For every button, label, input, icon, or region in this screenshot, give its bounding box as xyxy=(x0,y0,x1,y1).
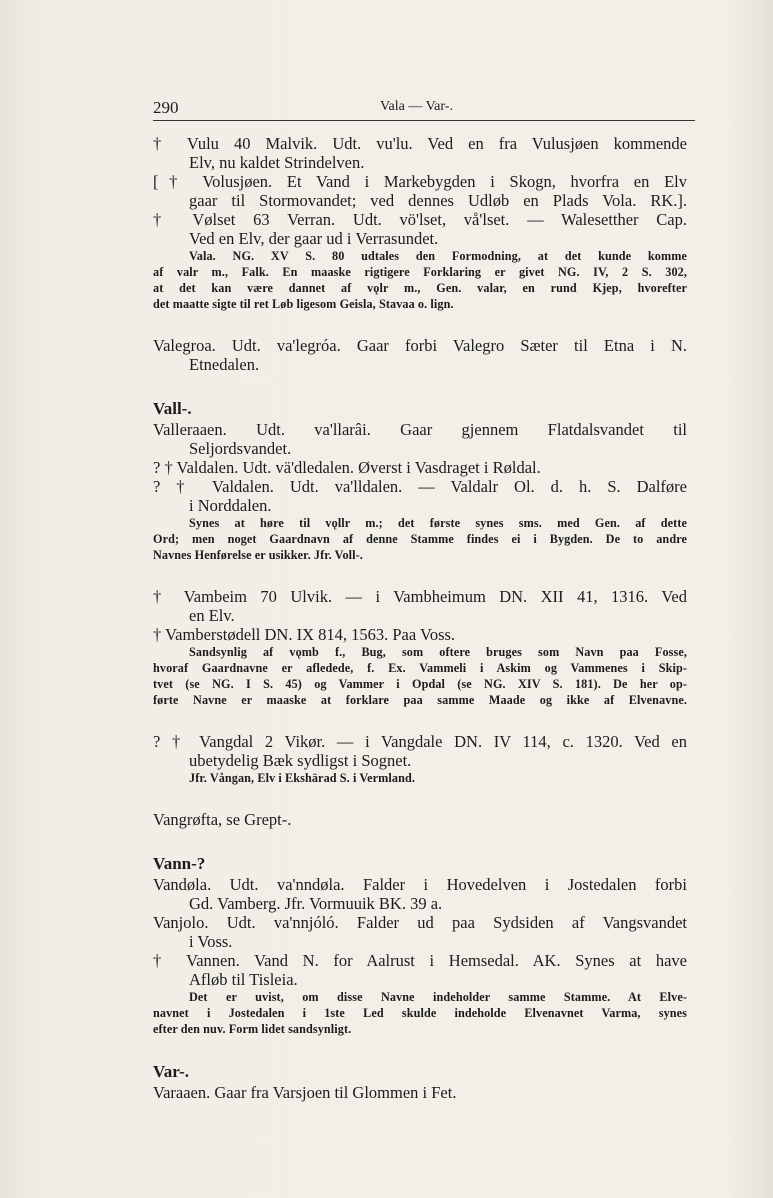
spacer xyxy=(153,374,687,398)
note-line: navnet i Jostedalen i 1ste Led skulde indeholde Elvenavnet Varma, synes xyxy=(153,1006,687,1020)
spacer xyxy=(153,829,687,853)
entry-line: † Vulu 40 Malvik. Udt. vu'lu. Ved en fra Vulusjøen kommende xyxy=(153,134,687,153)
entry-line: ? † Vangdal 2 Vikør. — i Vangdale DN. IV 114, c. 1320. Ved en xyxy=(153,732,687,751)
entry-line: Afløb til Tisleia. xyxy=(189,970,298,989)
entry-line: [† Volusjøen. Et Vand i Markebygden i Skogn, hvorfra en Elv xyxy=(153,172,687,191)
note-line: Jfr. Vångan, Elv i Ekshärad S. i Vermland. xyxy=(189,771,416,785)
section-heading: Vall-. xyxy=(153,399,192,418)
section-heading: Var-. xyxy=(153,1062,190,1081)
entry-line: Etnedalen. xyxy=(189,355,260,374)
note-line: at det kan være dannet af vǫlr m., Gen. valar, en rund Kjep, hvorefter xyxy=(153,281,687,295)
entry-line: i Voss. xyxy=(189,932,233,951)
entry-line: † Vannen. Vand N. for Aalrust i Hemsedal. AK. Synes at have xyxy=(153,951,687,970)
entry-line: † Vølset 63 Verran. Udt. vö'lset, vå'lset. — Walesetther Cap. xyxy=(153,210,687,229)
entry-line: Vandøla. Udt. va'nndøla. Falder i Hovedelven i Jostedalen forbi xyxy=(153,875,687,894)
entry-line: † Vamberstødell DN. IX 814, 1563. Paa Voss. xyxy=(153,625,456,644)
entry-line: Ved en Elv, der gaar ud i Verrasundet. xyxy=(189,229,439,248)
entry-line: ubetydelig Bæk sydligst i Sognet. xyxy=(189,751,412,770)
entry-line: Elv, nu kaldet Strindelven. xyxy=(189,153,365,172)
section-heading: Vann-? xyxy=(153,854,206,873)
note-line: Det er uvist, om disse Navne indeholder samme Stamme. At Elve- xyxy=(189,990,687,1004)
entry-line: ? † Valdalen. Udt. va'lldalen. — Valdalr Ol. d. h. S. Dalføre xyxy=(153,477,687,496)
note-line: hvoraf Gaardnavne er afledede, f. Ex. Vammeli i Askim og Vammenes i Skip- xyxy=(153,661,687,675)
entry-line: i Norddalen. xyxy=(189,496,272,515)
entry-line: ? † Valdalen. Udt. vä'dledalen. Øverst i Vasdraget i Røldal. xyxy=(153,458,541,477)
entry-line: † Vambeim 70 Ulvik. — i Vambheimum DN. XII 41, 1316. Ved xyxy=(153,587,687,606)
entry-line: Varaaen. Gaar fra Varsjoen til Glommen i Fet. xyxy=(153,1083,457,1102)
entry-line: en Elv. xyxy=(189,606,235,625)
page-number: 290 xyxy=(153,98,179,117)
spacer xyxy=(153,786,687,810)
note-line: efter den nuv. Form lidet sandsynligt. xyxy=(153,1022,352,1036)
note-line: tvet (se NG. I S. 45) og Vammer i Opdal (se NG. XIV S. 181). De her op- xyxy=(153,677,687,691)
spacer xyxy=(153,1037,687,1061)
entry-line: Gd. Vamberg. Jfr. Vormuuik BK. 39 a. xyxy=(189,894,443,913)
entry-line: Valegroa. Udt. va'legróa. Gaar forbi Valegro Sæter til Etna i N. xyxy=(153,336,687,355)
note-line: Synes at høre til vǫllr m.; det første synes sms. med Gen. af dette xyxy=(189,516,687,530)
running-title: Vala — Var-. xyxy=(380,99,453,114)
note-line: Vala. NG. XV S. 80 udtales den Formodning, at det kunde komme xyxy=(189,249,687,263)
note-line: af valr m., Falk. En maaske rigtigere Forklaring er givet NG. IV, 2 S. 302, xyxy=(153,265,687,279)
note-line: førte Navne er maaske at forklare paa samme Maade og ikke af Elvenavne. xyxy=(153,693,687,707)
spacer xyxy=(153,563,687,587)
entry-line: Valleraaen. Udt. va'llarâi. Gaar gjennem Flatdalsvandet til xyxy=(153,420,687,439)
dictionary-entries xyxy=(153,134,687,1102)
note-line: Navnes Henførelse er usikker. Jfr. Voll-. xyxy=(153,548,363,562)
entry-line: gaar til Stormovandet; ved dennes Udløb en Plads Vola. RK.]. xyxy=(189,191,687,210)
spacer xyxy=(153,312,687,336)
page-header xyxy=(153,98,695,121)
spacer xyxy=(153,708,687,732)
note-line: det maatte sigte til ret Løb ligesom Geisla, Stavaa o. lign. xyxy=(153,297,454,311)
entry-line: Vanjolo. Udt. va'nnjóló. Falder ud paa Sydsiden af Vangsvandet xyxy=(153,913,687,932)
entry-line: Vangrøfta, se Grept-. xyxy=(153,810,292,829)
entry-line: Seljordsvandet. xyxy=(189,439,292,458)
note-line: Ord; men noget Gaardnavn af denne Stamme findes ei i Bygden. De to andre xyxy=(153,532,687,546)
note-line: Sandsynlig af vǫmb f., Bug, som oftere bruges som Navn paa Fosse, xyxy=(189,645,687,659)
